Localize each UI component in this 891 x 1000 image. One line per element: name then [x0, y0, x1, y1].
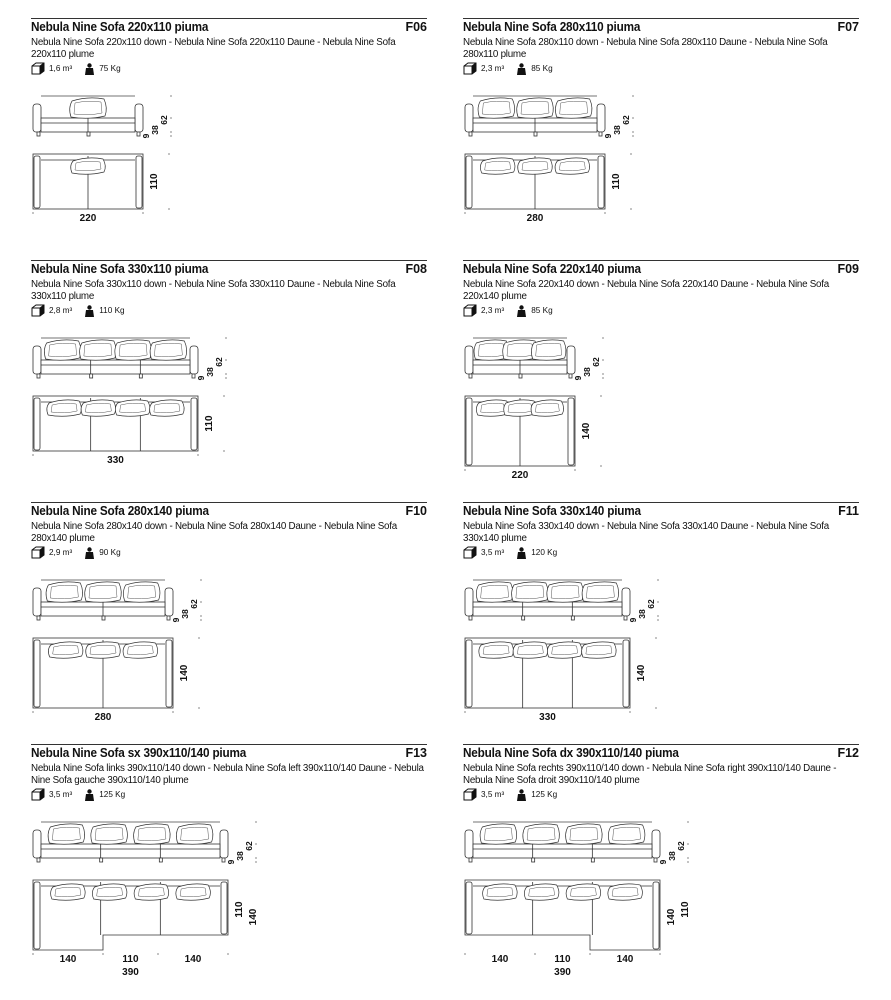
volume-box-icon	[31, 788, 45, 801]
volume-value: 1,6 m³	[49, 64, 73, 73]
seat-height-label: 38	[612, 125, 622, 135]
volume-box-icon	[463, 546, 477, 559]
seat-height-label: 38	[180, 609, 190, 619]
sofa-drawing	[463, 82, 859, 250]
seat-height-label: 38	[235, 851, 245, 861]
depth-label: 110	[234, 901, 245, 918]
cushion-drawing	[476, 582, 513, 602]
cushion-drawing	[523, 824, 560, 844]
leg-height-label: 9	[141, 133, 151, 139]
cushion-drawing	[51, 884, 86, 900]
product-specs	[463, 62, 859, 75]
cushion-drawing	[91, 824, 128, 844]
weight-icon	[516, 63, 527, 75]
sofa-drawing	[463, 324, 859, 492]
product-title: Nebula Nine Sofa 220x110 piuma	[31, 20, 209, 34]
leg-height-label: 9	[171, 617, 181, 623]
sofa-drawing	[463, 808, 859, 976]
weight-value: 125 Kg	[99, 790, 126, 799]
total-height-label: 62	[676, 841, 686, 851]
cushion-drawing	[92, 884, 127, 900]
total-height-label: 62	[189, 599, 199, 609]
armrest-front	[465, 588, 473, 616]
cushion-drawing	[150, 400, 185, 416]
volume-value: 2,3 m³	[481, 64, 505, 73]
segment-label: 110	[554, 954, 571, 965]
cushion-drawing	[48, 824, 85, 844]
product-title: Nebula Nine Sofa 220x140 piuma	[463, 262, 641, 276]
product-header	[31, 502, 427, 521]
seat-height-label: 38	[637, 609, 647, 619]
product-specs	[463, 304, 859, 317]
weight-icon	[516, 547, 527, 559]
product-header	[31, 744, 427, 763]
width-label: 330	[107, 455, 124, 466]
weight-value: 85 Kg	[531, 64, 553, 73]
volume-box-icon	[31, 304, 45, 317]
depth-label: 140	[636, 664, 647, 682]
product-card-f12	[463, 744, 859, 976]
product-title: Nebula Nine Sofa 280x140 piuma	[31, 504, 209, 518]
total-height-label: 62	[591, 357, 601, 367]
product-description: Nebula Nine Sofa 220x110 down - Nebula Nine Sofa 220x110 Daune - Nebula Nine Sofa 220x110 plume	[31, 37, 396, 60]
product-title: Nebula Nine Sofa 280x110 piuma	[463, 20, 641, 34]
cushion-drawing	[115, 340, 152, 360]
product-code: F09	[837, 262, 859, 276]
depth2-label: 110	[680, 901, 691, 918]
total-height-label: 62	[646, 599, 656, 609]
product-description: Nebula Nine Sofa 280x110 down - Nebula Nine Sofa 280x110 Daune - Nebula Nine Sofa 280x110 plume	[463, 37, 828, 60]
weight-icon	[84, 547, 95, 559]
cushion-drawing	[150, 340, 187, 360]
armrest-front	[465, 104, 473, 132]
cushion-drawing	[512, 582, 549, 602]
cushion-drawing	[480, 824, 517, 844]
depth-label: 110	[204, 415, 215, 432]
total-height-label: 62	[214, 357, 224, 367]
cushion-drawing	[566, 884, 601, 900]
cushion-drawing	[479, 642, 514, 658]
product-card-f11	[463, 502, 859, 734]
leg-height-label: 9	[603, 133, 613, 139]
seat-height-label: 38	[205, 367, 215, 377]
depth-label: 110	[149, 173, 160, 190]
product-code: F12	[837, 746, 859, 760]
product-header	[31, 260, 427, 279]
width-label: 330	[539, 712, 556, 723]
weight-icon	[516, 789, 527, 801]
segment-label: 140	[616, 954, 634, 965]
cushion-drawing	[513, 642, 548, 658]
segment-label: 140	[59, 954, 77, 965]
product-card-f09	[463, 260, 859, 492]
cushion-drawing	[71, 158, 106, 174]
leg-height-label: 9	[658, 859, 668, 865]
product-code: F10	[405, 504, 427, 518]
total-height-label: 62	[244, 841, 254, 851]
segment-label: 110	[122, 954, 139, 965]
volume-box-icon	[463, 62, 477, 75]
product-code: F08	[405, 262, 427, 276]
depth-label: 140	[581, 422, 592, 440]
product-specs	[31, 62, 427, 75]
cushion-drawing	[44, 340, 81, 360]
leg-height-label: 9	[573, 375, 583, 381]
cushion-drawing	[531, 340, 566, 360]
product-code: F06	[405, 20, 427, 34]
volume-value: 3,5 m³	[481, 790, 505, 799]
product-specs	[31, 788, 427, 801]
volume-box-icon	[31, 62, 45, 75]
product-description: Nebula Nine Sofa rechts 390x110/140 down - Nebula Nine Sofa right 390x110/140 Daune - Nebula Nine Sofa droit 390x110/140 plume	[463, 763, 837, 786]
segment-label: 140	[184, 954, 202, 965]
total-height-label: 62	[621, 115, 631, 125]
cushion-drawing	[123, 642, 158, 658]
product-title: Nebula Nine Sofa sx 390x110/140 piuma	[31, 746, 247, 760]
volume-value: 3,5 m³	[481, 548, 505, 557]
cushion-drawing	[48, 642, 83, 658]
cushion-drawing	[518, 158, 553, 174]
sofa-drawing	[31, 808, 427, 976]
armrest-front	[597, 104, 605, 132]
product-specs	[31, 304, 427, 317]
cushion-drawing	[517, 98, 554, 118]
depth-label: 110	[611, 173, 622, 190]
cushion-drawing	[134, 884, 169, 900]
product-description: Nebula Nine Sofa 280x140 down - Nebula Nine Sofa 280x140 Daune - Nebula Nine Sofa 280x140 plume	[31, 521, 397, 544]
product-card-f10	[31, 502, 427, 734]
cushion-drawing	[483, 884, 518, 900]
product-header	[463, 18, 859, 37]
armrest-front	[190, 346, 198, 374]
weight-icon	[84, 305, 95, 317]
product-description: Nebula Nine Sofa 330x140 down - Nebula Nine Sofa 330x140 Daune - Nebula Nine Sofa 330x140 plume	[463, 521, 829, 544]
armrest-front	[567, 346, 575, 374]
seat-height-label: 38	[667, 851, 677, 861]
cushion-drawing	[524, 884, 559, 900]
volume-box-icon	[463, 304, 477, 317]
cushion-drawing	[115, 400, 150, 416]
product-specs	[463, 788, 859, 801]
armrest-front	[465, 830, 473, 858]
product-code: F13	[405, 746, 427, 760]
cushion-drawing	[608, 824, 645, 844]
armrest-front	[622, 588, 630, 616]
leg-height-label: 9	[226, 859, 236, 865]
width-label: 280	[94, 712, 112, 723]
leg-height-label: 9	[628, 617, 638, 623]
product-specs	[31, 546, 427, 559]
cushion-drawing	[566, 824, 603, 844]
cushion-drawing	[582, 642, 617, 658]
product-title: Nebula Nine Sofa dx 390x110/140 piuma	[463, 746, 679, 760]
cushion-drawing	[547, 642, 582, 658]
seat-height-label: 38	[150, 125, 160, 135]
cushion-drawing	[547, 582, 584, 602]
cushion-drawing	[176, 824, 213, 844]
product-card-f07	[463, 18, 859, 250]
volume-value: 3,5 m³	[49, 790, 73, 799]
product-specs	[463, 546, 859, 559]
product-description: Nebula Nine Sofa 220x140 down - Nebula Nine Sofa 220x140 Daune - Nebula Nine Sofa 220x140 plume	[463, 279, 829, 302]
product-title: Nebula Nine Sofa 330x140 piuma	[463, 504, 641, 518]
width-label: 220	[511, 470, 529, 481]
sofa-drawing	[463, 566, 859, 734]
armrest-front	[465, 346, 473, 374]
armrest-front	[33, 104, 41, 132]
sofa-drawing	[31, 566, 427, 734]
weight-value: 75 Kg	[99, 64, 121, 73]
product-header	[31, 18, 427, 37]
weight-value: 120 Kg	[531, 548, 558, 557]
product-card-f13	[31, 744, 427, 976]
product-code: F07	[837, 20, 859, 34]
armrest-front	[165, 588, 173, 616]
armrest-front	[135, 104, 143, 132]
sofa-drawing	[31, 324, 427, 492]
volume-box-icon	[31, 546, 45, 559]
cushion-drawing	[582, 582, 619, 602]
total-height-label: 62	[159, 115, 169, 125]
width-label: 280	[526, 213, 544, 224]
volume-box-icon	[463, 788, 477, 801]
cushion-drawing	[80, 340, 117, 360]
volume-value: 2,9 m³	[49, 548, 73, 557]
cushion-drawing	[176, 884, 211, 900]
weight-value: 90 Kg	[99, 548, 121, 557]
cushion-drawing	[123, 582, 160, 602]
cushion-drawing	[81, 400, 116, 416]
product-header	[463, 744, 859, 763]
cushion-drawing	[480, 158, 515, 174]
cushion-drawing	[86, 642, 121, 658]
product-card-f06	[31, 18, 427, 250]
cushion-drawing	[555, 158, 590, 174]
product-header	[463, 260, 859, 279]
weight-icon	[84, 63, 95, 75]
cushion-drawing	[46, 582, 83, 602]
armrest-front	[652, 830, 660, 858]
armrest-front	[33, 830, 41, 858]
width-label: 390	[554, 967, 571, 976]
depth-label: 140	[666, 908, 677, 926]
cushion-drawing	[134, 824, 171, 844]
armrest-front	[220, 830, 228, 858]
weight-value: 110 Kg	[99, 306, 125, 315]
product-code: F11	[838, 504, 859, 518]
weight-value: 125 Kg	[531, 790, 558, 799]
cushion-drawing	[47, 400, 82, 416]
armrest-front	[33, 588, 41, 616]
cushion-drawing	[70, 98, 107, 118]
seat-height-label: 38	[582, 367, 592, 377]
weight-value: 85 Kg	[531, 306, 553, 315]
volume-value: 2,8 m³	[49, 306, 73, 315]
weight-icon	[516, 305, 527, 317]
volume-value: 2,3 m³	[481, 306, 505, 315]
width-label: 390	[122, 967, 139, 976]
product-header	[463, 502, 859, 521]
depth2-label: 140	[248, 908, 259, 926]
width-label: 220	[79, 213, 97, 224]
cushion-drawing	[478, 98, 515, 118]
cushion-drawing	[608, 884, 643, 900]
cushion-drawing	[555, 98, 592, 118]
product-title: Nebula Nine Sofa 330x110 piuma	[31, 262, 209, 276]
product-card-f08	[31, 260, 427, 492]
leg-height-label: 9	[196, 375, 206, 381]
sofa-drawing	[31, 82, 427, 250]
product-description: Nebula Nine Sofa 330x110 down - Nebula Nine Sofa 330x110 Daune - Nebula Nine Sofa 330x110 plume	[31, 279, 396, 302]
weight-icon	[84, 789, 95, 801]
armrest-front	[33, 346, 41, 374]
segment-label: 140	[491, 954, 509, 965]
depth-label: 140	[179, 664, 190, 682]
cushion-drawing	[85, 582, 122, 602]
product-description: Nebula Nine Sofa links 390x110/140 down - Nebula Nine Sofa left 390x110/140 Daune - Nebula Nine Sofa gauche 390x110/140 plume	[31, 763, 424, 786]
